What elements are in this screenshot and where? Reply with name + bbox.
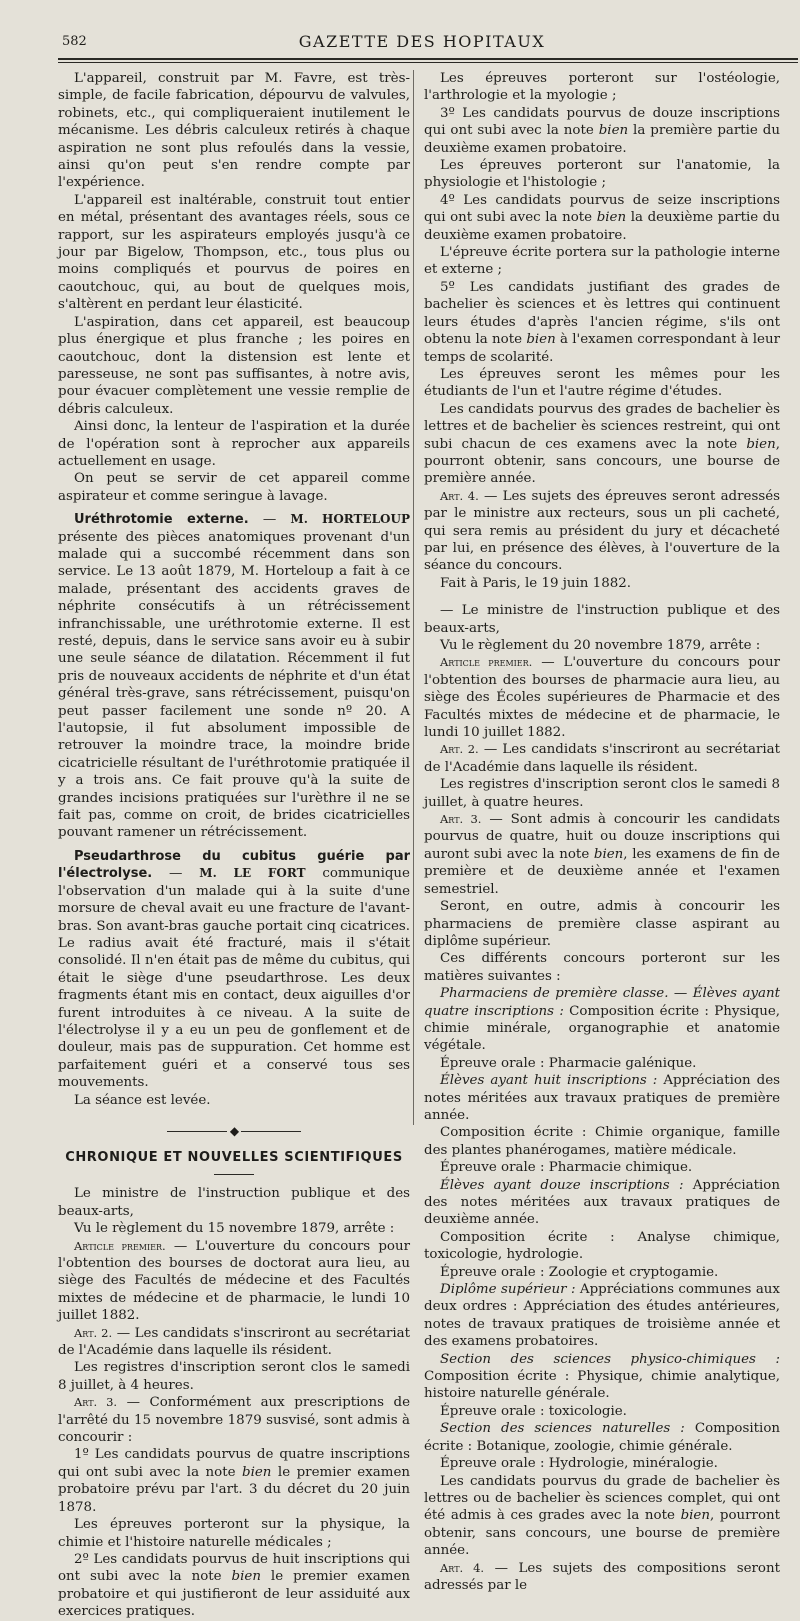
paragraph	[424, 1473, 780, 1560]
text-run: Sont admis à concourir les candidats pourvus de quatre, huit ou douze inscriptions qui auront subi avec la note	[424, 812, 781, 862]
paragraph	[424, 1072, 780, 1124]
paragraph: Épreuve orale : toxicologie.	[440, 1403, 627, 1419]
text-run: Composition écrite : Physique, chimie minérale, organographie et anatomie végétale.	[424, 1003, 781, 1054]
paragraph	[424, 401, 780, 488]
article-label: Article premier.	[74, 1238, 166, 1253]
paragraph	[424, 105, 780, 157]
column-divider	[413, 70, 414, 1125]
paragraph: Composition écrite : Analyse chimique, toxicologie, hydrologie.	[424, 1229, 780, 1263]
section-heading: Uréthrotomie externe.	[74, 512, 249, 528]
paragraph: L'appareil, construit par M. Favre, est très-simple, de facile fabrication, dépourvu de valvules, robinets, etc., qui compliqueraient inutilement le mécanisme. Les débris calculeux retirés à chaque aspiration ne sont plus refoulés dans la vessie, ainsi qu'on peut s'en rendre compte par l'expérience.	[58, 71, 410, 191]
paragraph: Épreuve orale : Zoologie et cryptogamie.	[440, 1264, 719, 1280]
paragraph: Épreuve orale : Pharmacie galénique.	[440, 1055, 697, 1071]
article-4: Art. 4. — Les sujets des épreuves seront adressés par le ministre aux recteurs, sous un pli cacheté, qui sera remis au président du jury et décacheté par lui, en présence des élèves, à l'ouverture de la séance du concours.	[424, 488, 780, 574]
text-run-italic: Diplôme supérieur :	[440, 1282, 576, 1298]
paragraph: La séance est levée.	[74, 1092, 211, 1108]
text-run: Les candidats pourvus des grades de bachelier ès lettres et de bachelier ès sciences restreint, qui ont subi chacun de ces examens avec la note	[424, 401, 780, 452]
text-run-italic: bien	[231, 1569, 261, 1585]
text-run-italic: bien	[593, 846, 624, 862]
text-run-italic: bien	[680, 1508, 710, 1524]
article-text: Les sujets des épreuves seront adressés par le ministre aux recteurs, sous un pli cacheté, qui sera remis au président du jury et décacheté par lui, en présence des élèves, à l'ouverture de la séance du concours.	[424, 488, 780, 574]
text-run: Composition écrite : Physique, chimie analytique, histoire naturelle générale.	[424, 1369, 780, 1402]
text-run: le premier examen probatoire prévu par l'art. 3 du décret du 20 juin 1878.	[58, 1464, 411, 1515]
text-run-italic: bien	[242, 1464, 272, 1480]
article-label: Art. 2.	[74, 1325, 113, 1340]
running-title: GAZETTE DES HOPITAUX	[298, 32, 546, 51]
paragraph: L'aspiration, dans cet appareil, est beaucoup plus énergique et plus franche ; les poires en caoutchouc, dont la distension est lente et paresseuse, ne sont pas suffisantes, à notre avis, pour évacuer complètement une vessie remplie de débris calculeux.	[58, 314, 410, 417]
paragraph: Épreuve orale : Hydrologie, minéralogie.	[440, 1456, 718, 1472]
paragraph	[424, 1420, 780, 1455]
article-text: Les candidats s'inscriront au secrétariat de l'Académie dans laquelle ils résident.	[424, 742, 781, 775]
paragraph	[58, 1551, 410, 1621]
text-run: 3º Les candidats pourvus de douze inscriptions qui ont subi avec la note	[424, 105, 780, 139]
article-text: Conformément aux prescriptions de l'arrêté du 15 novembre 1879 susvisé, sont admis à concourir :	[58, 1395, 410, 1446]
paragraph: On peut se servir de cet appareil comme aspirateur et comme seringue à lavage.	[58, 471, 410, 504]
article-text: L'ouverture du concours pour l'obtention des bourses de pharmacie aura lieu, au siège des Écoles supérieures de Pharmacie et des Facultés mixtes de médecine et de pharmacie, le lundi 10 juillet 1882.	[424, 655, 781, 741]
text-run-italic: Section des sciences naturelles :	[440, 1421, 685, 1437]
section-urethrotomie: Uréthrotomie externe. — M. HORTELOUP présente des pièces anatomiques provenant d'un malade qui a succombé récemment dans son service. Le 13 août 1879, M. Horteloup a fait à ce malade, présentant des accidents graves de néphrite consécutifs à un rétrécissement infranchissable, une uréthrotomie externe. Il est resté, depuis, dans le service sans avoir eu à subir une seule séance de dilatation. Récemment il fut pris de nouveaux accidents de néphrite et d'un état général très-grave, sans rétrécissement, puisqu'on peut passer facilement une sonde nº 20. A l'autopsie, il fut absolument impossible de retrouver la moindre trace, la moindre bride cicatricielle résultant de l'uréthrotomie pratiquée il y a trois ans. Ce fait prouve qu'à la suite de grandes incisions pratiquées sur l'urèthre il ne se fait pas, comme on croit, de brides cicatricielles pouvant ramener un rétrécissement.	[58, 512, 410, 841]
text-run-italic: Section des sciences physico-chimiques :	[440, 1351, 780, 1367]
section-title: CHRONIQUE ET NOUVELLES SCIENTIFIQUES	[65, 1149, 403, 1165]
paragraph	[424, 1281, 780, 1351]
paragraph: Ces différents concours porteront sur les matières suivantes :	[424, 951, 780, 984]
article-label: Art. 3.	[440, 812, 482, 827]
paragraph: Vu le règlement du 20 novembre 1879, arrête :	[440, 638, 761, 653]
header-rule-thin	[58, 62, 798, 63]
text-run: 1º Les candidats pourvus de quatre inscriptions qui ont subi avec la note	[58, 1447, 410, 1480]
paragraph: Vu le règlement du 15 novembre 1879, arrête :	[74, 1221, 395, 1237]
text-run: Les candidats pourvus du grade de bachelier ès lettres ou de bachelier ès sciences complet, qui ont été admis à ces grades avec la note	[424, 1473, 780, 1524]
paragraph: — Le ministre de l'instruction publique et des beaux-arts,	[424, 603, 780, 636]
paragraph	[424, 279, 780, 366]
paragraph: Le ministre de l'instruction publique et des beaux-arts,	[58, 1186, 410, 1219]
text-run-italic: Élèves ayant huit inscriptions :	[440, 1073, 658, 1089]
paragraph: L'épreuve écrite portera sur la pathologie interne et externe ;	[424, 245, 780, 278]
text-run-italic: Élèves ayant douze inscriptions :	[440, 1177, 684, 1193]
article-1: Article premier. — L'ouverture du concours pour l'obtention des bourses de doctorat aura lieu, au siège des Facultés de médecine et des Facultés mixtes de médecine et de pharmacie, le lundi 10 juillet 1882.	[58, 1238, 411, 1324]
text-run: , pourront obtenir, sans concours, une bourse de première année.	[424, 436, 780, 487]
section-text: présente des pièces anatomiques provenant d'un malade qui a succombé récemment dans son service. Le 13 août 1879, M. Horteloup a fait à ce malade, présentant des accidents graves de néphrite consécutifs à un rétrécissement infranchissable, une uréthrotomie externe. Il est resté, depuis, dans le service sans avoir eu à subir une seule séance de dilatation. Récemment il fut pris de nouveaux accidents de néphrite et d'un état général très-grave, sans rétrécissement, puisqu'on peut passer facilement une sonde nº 20. A l'autopsie, il fut absolument impossible de retrouver la moindre trace, la moindre bride cicatricielle résultant de l'uréthrotomie pratiquée il y a trois ans. Ce fait prouve qu'à la suite de grandes incisions pratiquées sur l'urèthre il ne se fait pas, comme on croit, de brides cicatricielles pouvant ramener un rétrécissement.	[58, 529, 410, 841]
text-run: Appréciations communes aux deux ordres : Appréciation des études antérieures, notes de travaux pratiques de troisième année et des examens probatoires.	[424, 1282, 780, 1350]
paragraph: Fait à Paris, le 19 juin 1882.	[440, 575, 632, 591]
paragraph: Composition écrite : Chimie organique, famille des plantes phanérogames, matière médicale.	[424, 1125, 780, 1158]
article-3: Art. 3. — Sont admis à concourir les candidats pourvus de quatre, huit ou douze inscriptions qui auront subi avec la note bien, les examens de fin de première et de deuxième année et l'examen semestriel.	[424, 812, 781, 897]
paragraph: Ainsi donc, la lenteur de l'aspiration et la durée de l'opération sont à reprocher aux appareils actuellement en usage.	[58, 419, 410, 469]
page-header	[58, 30, 786, 56]
text-run-italic: bien	[526, 332, 556, 348]
text-run-italic: Pharmaciens de première classe. — Élèves ayant quatre inscriptions :	[424, 986, 780, 1019]
text-run: 4º Les candidats pourvus de seize inscriptions qui ont subi avec la note	[424, 192, 780, 226]
article-3: Art. 3. — Conformément aux prescriptions de l'arrêté du 15 novembre 1879 susvisé, sont admis à concourir :	[58, 1395, 410, 1446]
article-label: Art. 4.	[440, 488, 479, 503]
text-run: Appréciation des notes méritées aux travaux pratiques de deuxième année.	[424, 1177, 780, 1228]
author-name: M. HORTELOUP	[290, 512, 410, 527]
paragraph: Épreuve orale : Pharmacie chimique.	[440, 1160, 693, 1176]
paragraph: L'appareil est inaltérable, construit tout entier en métal, présentant des avantages réels, sous ce rapport, sur les aspirateurs employés jusqu'à ce jour par Bigelow, Thompson, etc., tous plus ou moins compliqués et pourvus de poires en caoutchouc, qui, au bout de quelques mois, s'altèrent en perdant leur élasticité.	[58, 192, 410, 313]
text-run: la première partie du deuxième examen probatoire.	[424, 123, 780, 156]
paragraph: Seront, en outre, admis à concourir les pharmaciens de première classe aspirant au diplôme supérieur.	[424, 899, 780, 949]
paragraph: Les épreuves seront les mêmes pour les étudiants de l'un et l'autre régime d'études.	[424, 366, 780, 400]
text-run-italic: bien	[598, 123, 629, 139]
text-run: , pourront obtenir, sans concours, une bourse de première année.	[424, 1508, 781, 1559]
page-number: 582	[62, 34, 87, 49]
paragraph: Les registres d'inscription seront clos le samedi 8 juillet, à 4 heures.	[58, 1360, 410, 1393]
article-label: Art. 2.	[440, 742, 479, 757]
paragraph	[424, 192, 780, 244]
article-2: Art. 2. — Les candidats s'inscriront au secrétariat de l'Académie dans laquelle ils résident.	[424, 742, 781, 775]
text-run: 2º Les candidats pourvus de huit inscriptions qui ont subi avec la note	[58, 1551, 410, 1585]
author-name: M. LE FORT	[199, 866, 306, 881]
short-rule	[214, 1174, 254, 1175]
article-text: Les sujets des compositions seront adressés par le	[424, 1560, 781, 1593]
paragraph: Les registres d'inscription seront clos le samedi 8 juillet, à quatre heures.	[424, 777, 780, 810]
article-1: Article premier. — L'ouverture du concours pour l'obtention des bourses de pharmacie aura lieu, au siège des Écoles supérieures de Pharmacie et des Facultés mixtes de médecine et de pharmacie, le lundi 10 juillet 1882.	[424, 655, 781, 741]
text-run: à l'examen correspondant à leur temps de scolarité.	[424, 332, 780, 365]
paragraph: Les épreuves porteront sur l'anatomie, la physiologie et l'histologie ;	[424, 158, 780, 191]
article-text: Les candidats s'inscriront au secrétariat de l'Académie dans laquelle ils résident.	[58, 1325, 411, 1359]
text-run: le premier examen probatoire et qui justifieront de leur assiduité aux exercices pratiques.	[58, 1569, 411, 1620]
paragraph	[424, 1177, 780, 1229]
paragraph	[424, 1351, 780, 1403]
text-run: , les examens de fin de première et de deuxième année et l'examen semestriel.	[424, 846, 780, 897]
ornament-divider: ◆	[58, 1121, 410, 1141]
paragraph: Les épreuves porteront sur la physique, la chimie et l'histoire naturelle médicales ;	[58, 1517, 410, 1550]
article-label: Art. 4.	[440, 1560, 485, 1575]
paragraph: Les épreuves porteront sur l'ostéologie, l'arthrologie et la myologie ;	[424, 71, 780, 104]
section-heading: Pseudarthrose du cubitus guérie par l'électrolyse.	[58, 848, 410, 882]
article-2: Art. 2. — Les candidats s'inscriront au secrétariat de l'Académie dans laquelle ils résident.	[58, 1325, 411, 1359]
article-text: L'ouverture du concours pour l'obtention des bourses de doctorat aura lieu, au siège des Facultés de médecine et des Facultés mixtes de médecine et de pharmacie, le lundi 10 juillet 1882.	[58, 1238, 411, 1324]
article-4: Art. 4. — Les sujets des compositions seront adressés par le	[424, 1560, 781, 1593]
text-run: Composition écrite : Botanique, zoologie, chimie générale.	[424, 1421, 780, 1454]
text-run: la deuxième partie du deuxième examen probatoire.	[424, 210, 780, 243]
text-run: 5º Les candidats justifiant des grades de bachelier ès sciences et ès lettres qui continuent leurs études d'après l'ancien régime, s'ils ont obtenu la note	[424, 279, 780, 348]
article-label: Article premier.	[440, 655, 533, 670]
right-column	[424, 70, 780, 1594]
section-text: communique l'observation d'un malade qui à la suite d'une morsure de cheval avait eu une fracture de l'avant-bras. Son avant-bras gauche portait cinq cicatrices. Le radius avait été fracturé, mais il s'était consolidé. Il n'en était pas de même du cubitus, qui était le siège d'une pseudarthrose. Les deux fragments étant mis en contact, deux aiguilles d'or furent introduites à ce niveau. A la suite de l'électrolyse il y a eu un peu de gonflement et de douleur, mais pas de suppuration. Cet homme est parfaitement guéri et a conservé tous ses mouvements.	[58, 866, 410, 1091]
article-label: Art. 3.	[74, 1395, 118, 1410]
section-pseudarthrose: Pseudarthrose du cubitus guérie par l'électrolyse. — M. LE FORT communique l'observation d'un malade qui à la suite d'une morsure de cheval avait eu une fracture de l'avant-bras. Son avant-bras gauche portait cinq cicatrices. Le radius avait été fracturé, mais il s'était consolidé. Il n'en était pas de même du cubitus, qui était le siège d'une pseudarthrose. Les deux fragments étant mis en contact, deux aiguilles d'or furent introduites à ce niveau. A la suite de l'électrolyse il y a eu un peu de gonflement et de douleur, mais pas de suppuration. Cet homme est parfaitement guéri et a conservé tous ses mouvements.	[58, 848, 410, 1091]
header-rule-thick	[58, 58, 798, 60]
text-run-italic: bien	[746, 436, 776, 452]
text-run-italic: bien	[596, 210, 627, 226]
paragraph	[424, 985, 780, 1055]
left-column	[58, 70, 410, 1621]
text-run: Appréciation des notes méritées aux travaux pratiques de première année.	[424, 1073, 780, 1123]
paragraph	[58, 1446, 410, 1516]
